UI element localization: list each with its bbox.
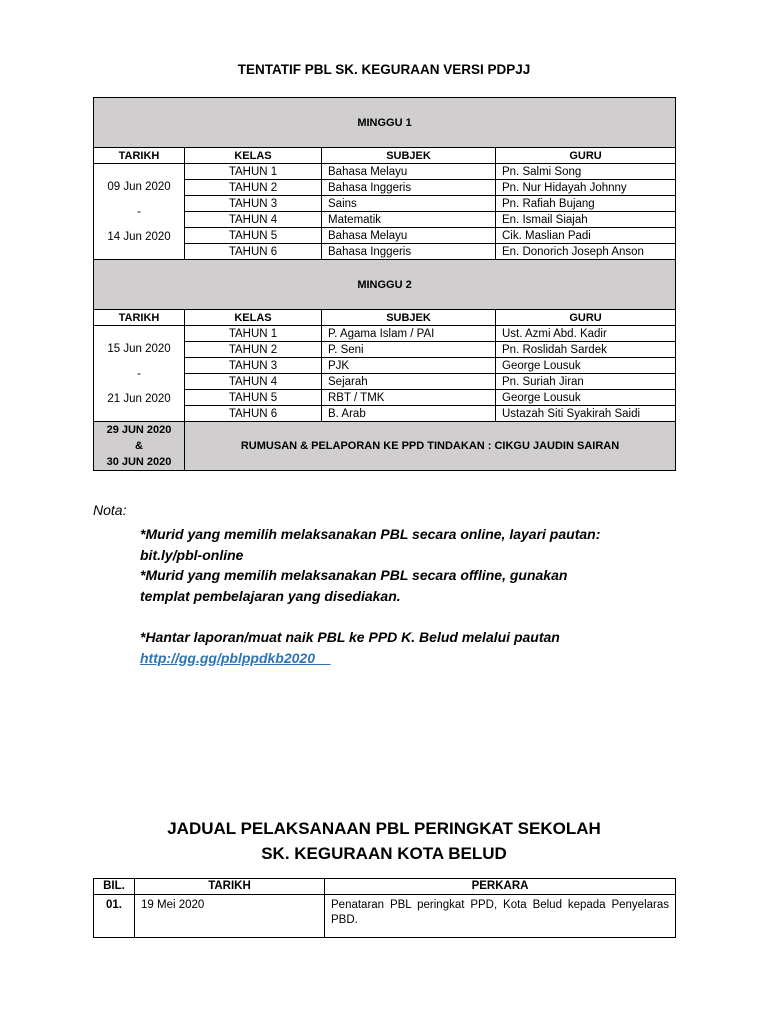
subjek-cell: Sejarah	[322, 374, 496, 390]
nota-line: templat pembelajaran yang disediakan.	[140, 587, 401, 604]
subjek-cell: PJK	[322, 358, 496, 374]
guru-cell: Ust. Azmi Abd. Kadir	[496, 326, 676, 342]
summary-date-sep: &	[135, 440, 143, 452]
guru-cell: En. Ismail Siajah	[496, 212, 676, 228]
guru-cell: George Lousuk	[496, 358, 676, 374]
week-heading: MINGGU 1	[94, 98, 676, 148]
week-date-range	[94, 164, 185, 260]
kelas-cell: TAHUN 2	[185, 342, 322, 358]
nota-line: *Murid yang memilih melaksanakan PBL secara online, layari pautan:	[140, 526, 601, 542]
col-tarikh: TARIKH	[94, 148, 185, 164]
subjek-cell: P. Seni	[322, 342, 496, 358]
jadual-table	[93, 878, 676, 938]
date-end: 14 Jun 2020	[107, 230, 171, 243]
nota-block	[140, 524, 700, 668]
schedule-table	[93, 97, 676, 471]
document-title: TENTATIF PBL SK. KEGURAAN VERSI PDPJJ	[237, 62, 531, 77]
table-row	[94, 895, 676, 938]
subjek-cell: Matematik	[322, 212, 496, 228]
col-subjek: SUBJEK	[322, 310, 496, 326]
jadual-title-line1: JADUAL PELAKSANAAN PBL PERINGKAT SEKOLAH	[167, 819, 601, 838]
kelas-cell: TAHUN 5	[185, 228, 322, 244]
col-bil: BIL.	[94, 879, 135, 895]
report-link[interactable]: http://gg.gg/pblppdkb2020	[140, 649, 315, 666]
col-perkara: PERKARA	[325, 879, 676, 895]
guru-cell: George Lousuk	[496, 390, 676, 406]
kelas-cell: TAHUN 4	[185, 212, 322, 228]
subjek-cell: Sains	[322, 196, 496, 212]
summary-dates	[94, 422, 185, 471]
subjek-cell: RBT / TMK	[322, 390, 496, 406]
col-guru: GURU	[496, 148, 676, 164]
guru-cell: Pn. Salmi Song	[496, 164, 676, 180]
kelas-cell: TAHUN 4	[185, 374, 322, 390]
column-header-row	[94, 879, 676, 895]
tarikh-cell: 19 Mei 2020	[135, 895, 325, 938]
nota-label: Nota:	[93, 502, 127, 518]
week-heading: MINGGU 2	[94, 260, 676, 310]
kelas-cell: TAHUN 2	[185, 180, 322, 196]
guru-cell: Ustazah Siti Syakirah Saidi	[496, 406, 676, 422]
guru-cell: Cik. Maslian Padi	[496, 228, 676, 244]
kelas-cell: TAHUN 6	[185, 406, 322, 422]
summary-date-2: 30 JUN 2020	[106, 456, 172, 468]
col-kelas: KELAS	[185, 310, 322, 326]
col-guru: GURU	[496, 310, 676, 326]
column-header-row	[94, 310, 676, 326]
nota-line: bit.ly/pbl-online	[140, 546, 244, 563]
nota-line: *Hantar laporan/muat naik PBL ke PPD K. Belud melalui pautan	[140, 629, 560, 645]
column-header-row	[94, 148, 676, 164]
date-separator: -	[137, 205, 141, 218]
table-row	[94, 326, 676, 342]
date-start: 15 Jun 2020	[107, 342, 171, 355]
summary-date-1: 29 JUN 2020	[106, 424, 172, 436]
guru-cell: Pn. Rafiah Bujang	[496, 196, 676, 212]
guru-cell: En. Donorich Joseph Anson	[496, 244, 676, 260]
col-kelas: KELAS	[185, 148, 322, 164]
week-header-row	[94, 98, 676, 148]
subjek-cell: Bahasa Melayu	[322, 164, 496, 180]
date-end: 21 Jun 2020	[107, 392, 171, 405]
kelas-cell: TAHUN 1	[185, 326, 322, 342]
week-header-row	[94, 260, 676, 310]
col-tarikh: TARIKH	[94, 310, 185, 326]
subjek-cell: B. Arab	[322, 406, 496, 422]
kelas-cell: TAHUN 1	[185, 164, 322, 180]
nota-line: *Murid yang memilih melaksanakan PBL secara offline, gunakan	[140, 567, 568, 583]
kelas-cell: TAHUN 3	[185, 358, 322, 374]
summary-text: RUMUSAN & PELAPORAN KE PPD TINDAKAN : CIKGU JAUDIN SAIRAN	[185, 422, 676, 471]
table-row	[94, 164, 676, 180]
jadual-title-line2: SK. KEGURAAN KOTA BELUD	[261, 844, 507, 863]
subjek-cell: P. Agama Islam / PAI	[322, 326, 496, 342]
date-separator: -	[137, 367, 141, 380]
subjek-cell: Bahasa Melayu	[322, 228, 496, 244]
kelas-cell: TAHUN 5	[185, 390, 322, 406]
kelas-cell: TAHUN 6	[185, 244, 322, 260]
guru-cell: Pn. Roslidah Sardek	[496, 342, 676, 358]
kelas-cell: TAHUN 3	[185, 196, 322, 212]
bil-cell: 01.	[94, 895, 135, 938]
perkara-cell: Penataran PBL peringkat PPD, Kota Belud kepada Penyelaras PBD.	[325, 895, 676, 938]
date-start: 09 Jun 2020	[107, 180, 171, 193]
jadual-title	[0, 816, 768, 866]
col-tarikh: TARIKH	[135, 879, 325, 895]
week-date-range	[94, 326, 185, 422]
guru-cell: Pn. Nur Hidayah Johnny	[496, 180, 676, 196]
subjek-cell: Bahasa Inggeris	[322, 180, 496, 196]
summary-row	[94, 422, 676, 471]
subjek-cell: Bahasa Inggeris	[322, 244, 496, 260]
guru-cell: Pn. Suriah Jiran	[496, 374, 676, 390]
col-subjek: SUBJEK	[322, 148, 496, 164]
